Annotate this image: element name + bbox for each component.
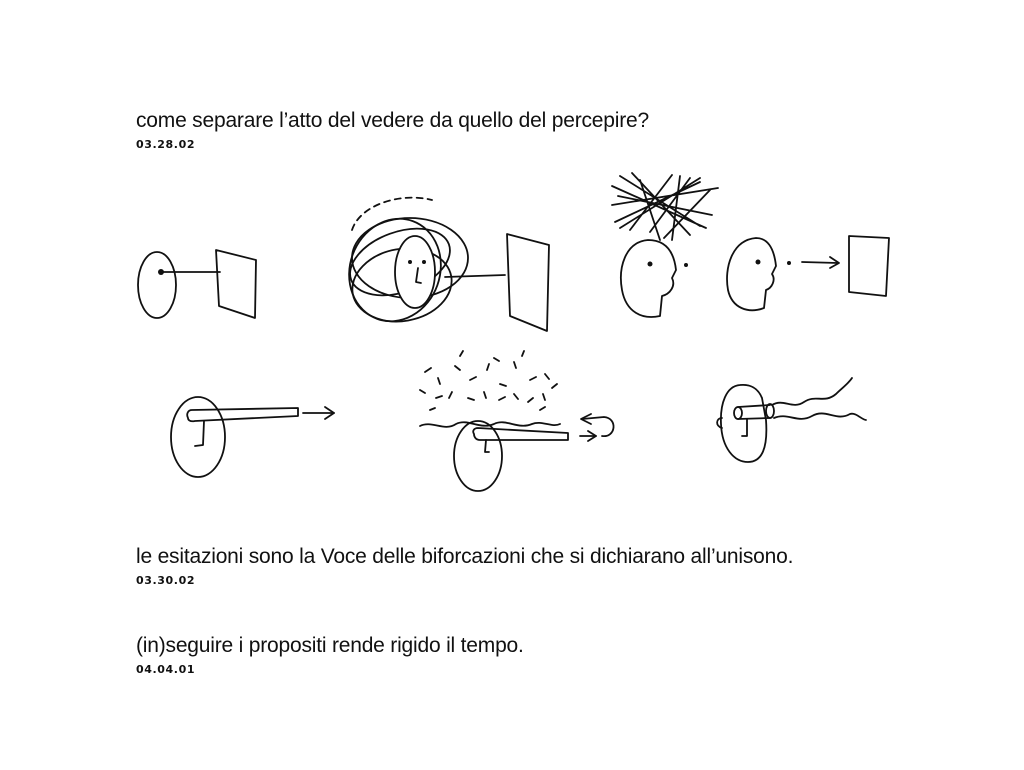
scribbled-head-looking-at-frame-sketch (335, 198, 549, 335)
note-2 (136, 544, 793, 587)
face-dot-arrow-frame-sketch (727, 236, 889, 310)
tangled-head-sketch (612, 173, 718, 317)
note-date: 04.04.01 (136, 663, 196, 676)
note-3 (136, 633, 524, 676)
note-title: le esitazioni sono la Voce delle biforcazioni che si dichiarano all’unisono. (136, 545, 794, 568)
note-title: (in)seguire i propositi rende rigido il tempo. (136, 634, 524, 657)
note-date: 03.28.02 (136, 138, 196, 151)
face-looking-at-frame-sketch (138, 250, 256, 318)
face-tube-scattered-marks-sketch (420, 351, 614, 491)
face-tube-arrow-sketch (171, 397, 334, 477)
note-title: come separare l’atto del vedere da quello del percepire? (136, 109, 649, 132)
face-tube-wavy-lines-sketch (717, 378, 866, 462)
note-date: 03.30.02 (136, 574, 196, 587)
